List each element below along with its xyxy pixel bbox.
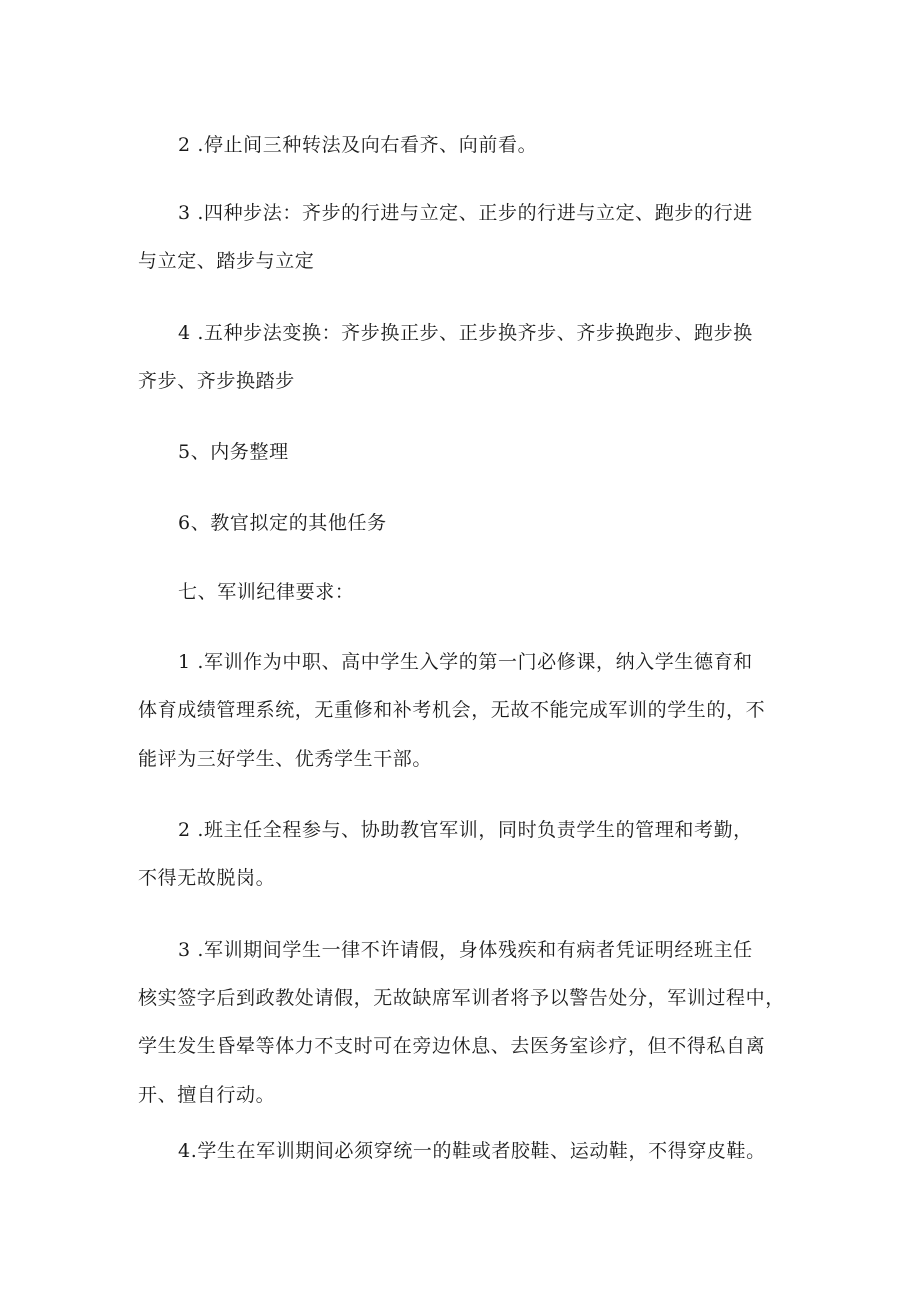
discipline-1-line-1: 1 .军训作为中职、高中学生入学的第一门必修课，纳入学生德育和 bbox=[178, 651, 753, 673]
discipline-1-line-2: 体育成绩管理系统，无重修和补考机会，无故不能完成军训的学生的，不 bbox=[138, 699, 766, 721]
discipline-3-line-3: 学生发生昏晕等体力不支时可在旁边休息、去医务室诊疗，但不得私自离 bbox=[138, 1035, 766, 1057]
section-heading: 七、军训纪律要求： bbox=[178, 581, 355, 603]
item-3-line-2: 与立定、踏步与立定 bbox=[138, 250, 315, 272]
item-5-line-1: 5、内务整理 bbox=[178, 441, 289, 463]
discipline-3-line-1: 3 .军训期间学生一律不许请假，身体残疾和有病者凭证明经班主任 bbox=[178, 939, 753, 961]
discipline-4-line-1: 4.学生在军训期间必须穿统一的鞋或者胶鞋、运动鞋，不得穿皮鞋。 bbox=[178, 1140, 766, 1162]
discipline-1-line-3: 能评为三好学生、优秀学生干部。 bbox=[138, 748, 433, 770]
item-6-line-1: 6、教官拟定的其他任务 bbox=[178, 512, 387, 534]
discipline-3-line-2: 核实签字后到政教处请假，无故缺席军训者将予以警告处分，军训过程中， bbox=[138, 987, 785, 1009]
item-4-line-1: 4 .五种步法变换：齐步换正步、正步换齐步、齐步换跑步、跑步换 bbox=[178, 322, 753, 344]
discipline-2-line-1: 2 .班主任全程参与、协助教官军训，同时负责学生的管理和考勤， bbox=[178, 819, 753, 841]
item-2-line-1: 2 .停止间三种转法及向右看齐、向前看。 bbox=[178, 134, 538, 156]
discipline-3-line-4: 开、擅自行动。 bbox=[138, 1084, 276, 1106]
item-4-line-2: 齐步、齐步换踏步 bbox=[138, 370, 295, 392]
item-3-line-1: 3 .四种步法：齐步的行进与立定、正步的行进与立定、跑步的行进 bbox=[178, 202, 753, 224]
discipline-2-line-2: 不得无故脱岗。 bbox=[138, 867, 276, 889]
